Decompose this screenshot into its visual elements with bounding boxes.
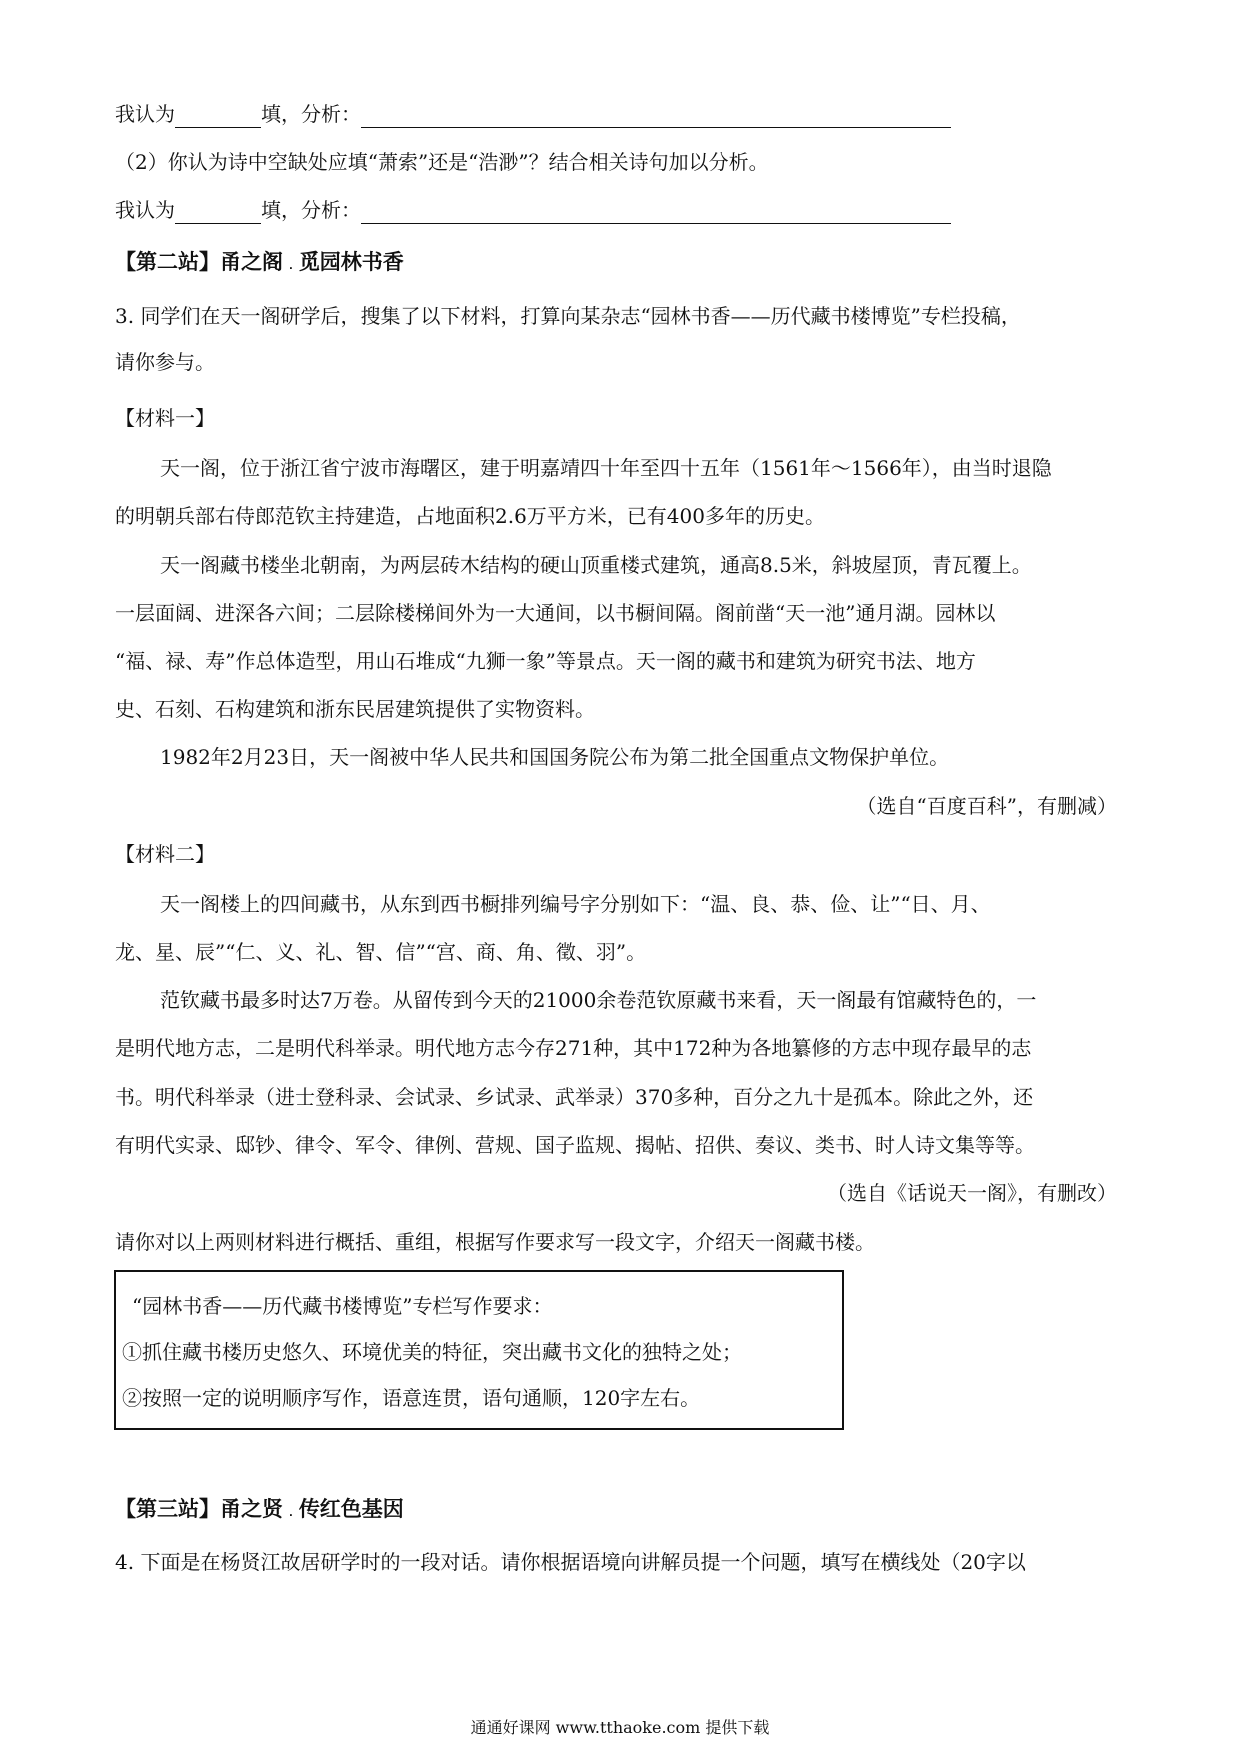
requirement-item: ②按照一定的说明顺序写作，语意连贯，语句通顺，120字左右。 bbox=[122, 1386, 701, 1410]
heading-part-b: 觅园林书香 bbox=[298, 250, 404, 274]
material-1-line: 天一阁，位于浙江省宁波市海曙区，建于明嘉靖四十年至四十五年（1561年～1566年），由当时退隐 bbox=[160, 456, 1052, 480]
answer-prefix: 我认为 bbox=[115, 198, 175, 222]
fill-blank[interactable] bbox=[175, 201, 261, 224]
heading-separator: . bbox=[289, 261, 293, 272]
material-1-line: 天一阁藏书楼坐北朝南，为两层砖木结构的硬山顶重楼式建筑，通高8.5米，斜坡屋顶，青瓦覆上。 bbox=[160, 553, 1032, 577]
material-1-line: 史、石刻、石构建筑和浙东民居建筑提供了实物资料。 bbox=[115, 697, 595, 721]
answer-prefix: 我认为 bbox=[115, 102, 175, 126]
material-2-title: 【材料二】 bbox=[115, 842, 215, 866]
material-2-line: 是明代地方志，二是明代科举录。明代地方志今存271种，其中172种为各地纂修的方志中现存最早的志 bbox=[115, 1036, 1032, 1060]
q3-intro-line-2: 请你参与。 bbox=[115, 350, 215, 374]
material-2-source: （选自《话说天一阁》，有删改） bbox=[827, 1181, 1117, 1205]
answer-suffix: 填，分析： bbox=[261, 198, 361, 222]
station-2-heading bbox=[115, 248, 404, 281]
answer-line-2 bbox=[115, 196, 951, 224]
q4-intro: 4. 下面是在杨贤江故居研学时的一段对话。请你根据语境向讲解员提一个问题，填写在横线处（20字以 bbox=[115, 1550, 1026, 1574]
writing-requirements-box bbox=[114, 1270, 844, 1430]
material-2-line: 书。明代科举录（进士登科录、会试录、乡试录、武举录）370多种，百分之九十是孤本。除此之外，还 bbox=[115, 1085, 1034, 1109]
material-1-title: 【材料一】 bbox=[115, 406, 215, 430]
heading-separator: . bbox=[289, 1508, 293, 1519]
material-1-source: （选自“百度百科”，有删减） bbox=[856, 794, 1117, 818]
station-3-heading bbox=[115, 1495, 404, 1528]
analysis-blank[interactable] bbox=[361, 201, 951, 224]
analysis-blank[interactable] bbox=[361, 105, 951, 128]
answer-suffix: 填，分析： bbox=[261, 102, 361, 126]
answer-line-1 bbox=[115, 100, 951, 128]
material-1-line: “福、禄、寿”作总体造型，用山石堆成“九狮一象”等景点。天一阁的藏书和建筑为研究书法、地方 bbox=[115, 649, 976, 673]
material-1-line: 的明朝兵部右侍郎范钦主持建造，占地面积2.6万平方米，已有400多年的历史。 bbox=[115, 504, 825, 528]
material-1-line: 1982年2月23日，天一阁被中华人民共和国国务院公布为第二批全国重点文物保护单位。 bbox=[160, 745, 950, 769]
q3-task: 请你对以上两则材料进行概括、重组，根据写作要求写一段文字，介绍天一阁藏书楼。 bbox=[115, 1230, 875, 1254]
material-2-line: 范钦藏书最多时达7万卷。从留传到今天的21000余卷范钦原藏书来看，天一阁最有馆藏特色的，一 bbox=[160, 988, 1037, 1012]
material-2-line: 天一阁楼上的四间藏书，从东到西书橱排列编号字分别如下：“温、良、恭、俭、让”“日、月、 bbox=[160, 892, 991, 916]
requirement-item: ①抓住藏书楼历史悠久、环境优美的特征，突出藏书文化的独特之处； bbox=[122, 1340, 742, 1364]
requirements-title: “园林书香——历代藏书楼博览”专栏写作要求： bbox=[132, 1294, 553, 1318]
heading-part-a: 【第二站】甬之阁 bbox=[115, 250, 283, 274]
heading-part-b: 传红色基因 bbox=[298, 1497, 404, 1521]
q3-intro-line-1: 3. 同学们在天一阁研学后，搜集了以下材料，打算向某杂志“园林书香——历代藏书楼博览”专栏投稿， bbox=[115, 304, 1021, 328]
material-1-line: 一层面阔、进深各六间；二层除楼梯间外为一大通间，以书橱间隔。阁前凿“天一池”通月湖。园林以 bbox=[115, 601, 996, 625]
sub-question-2: （2）你认为诗中空缺处应填“萧索”还是“浩渺”？结合相关诗句加以分析。 bbox=[115, 150, 769, 174]
fill-blank[interactable] bbox=[175, 105, 261, 128]
material-2-line: 龙、星、辰”“仁、义、礼、智、信”“宫、商、角、徵、羽”。 bbox=[115, 940, 647, 964]
material-2-line: 有明代实录、邸钞、律令、军令、律例、营规、国子监规、揭帖、招供、奏议、类书、时人诗文集等等。 bbox=[115, 1133, 1035, 1157]
heading-part-a: 【第三站】甬之贤 bbox=[115, 1497, 283, 1521]
page-footer: 通通好课网 www.tthaoke.com 提供下载 bbox=[470, 1718, 770, 1737]
